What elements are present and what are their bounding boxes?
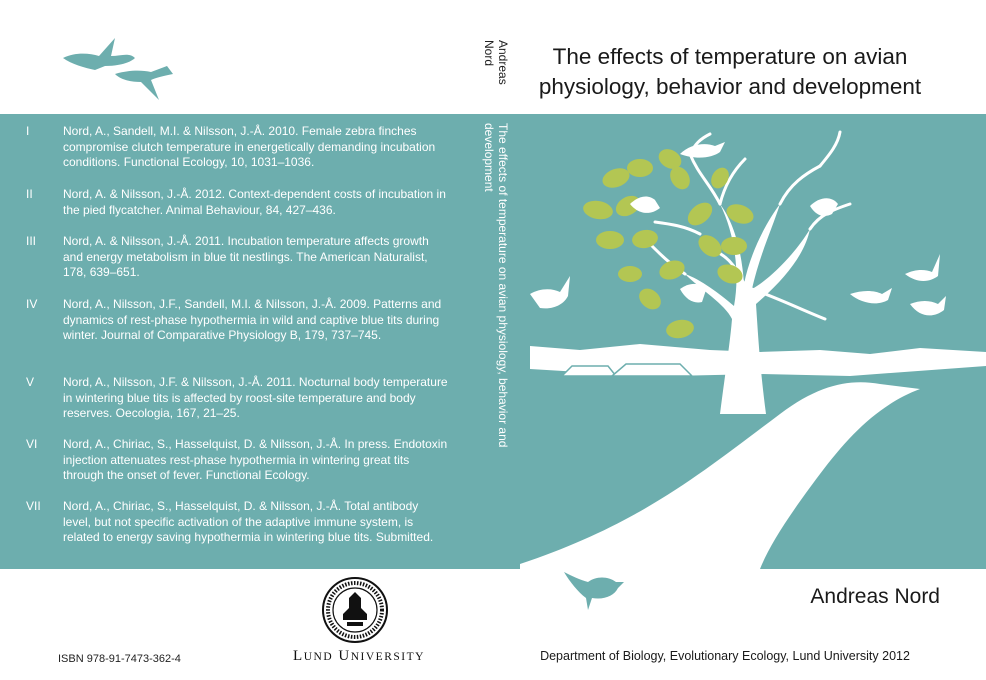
isbn-text: ISBN 978-91-7473-362-4 — [58, 653, 181, 665]
publication-citation: Nord, A., Chiriac, S., Hasselquist, D. & Nilsson, J.-Å. In press. Endotoxin injection attenuates rest-phase hypothermia in wintering great tits through the onset of fever. Functional Ecology. — [63, 437, 448, 482]
publication-citation: Nord, A., Nilsson, J.F., Sandell, M.I. & Nilsson, J.-Å. 2009. Patterns and dynamics of rest-phase hypothermia in wild and captive blue tits during winter. Journal of Comparative Physiology B, 179, 737–745. — [63, 297, 442, 342]
department-text: Department of Biology, Evolutionary Ecology, Lund University 2012 — [540, 649, 910, 663]
publication-citation: Nord, A. & Nilsson, J.-Å. 2011. Incubation temperature affects growth and energy metabolism in blue tit nestlings. The American Naturalist, 178, 639–651. — [63, 234, 429, 279]
lund-university-seal — [321, 576, 389, 644]
publication-citation: Nord, A., Chiriac, S., Hasselquist, D. & Nilsson, J.-Å. Total antibody level, but not specific activation of the adaptive immune system, is related to energy saving hypothermia in wintering blue tits. Submitted. — [63, 499, 434, 544]
publication-citation: Nord, A., Nilsson, J.F. & Nilsson, J.-Å. 2011. Nocturnal body temperature in wintering blue tits is affected by roost-site temperature and body reserves. Oecologia, 167, 21–25. — [63, 375, 448, 420]
house-shape — [612, 364, 692, 376]
tree-illustration — [520, 114, 986, 569]
publication-number: VII — [26, 499, 41, 513]
flying-bird-icon — [530, 276, 570, 308]
road-shape — [520, 382, 920, 569]
bird-icon — [810, 198, 838, 216]
publication-number: I — [26, 124, 30, 138]
publication-number: VI — [26, 437, 38, 451]
bird-icon — [680, 284, 706, 303]
publication-number: II — [26, 187, 33, 201]
university-name-letter: L — [293, 648, 304, 664]
book-title: The effects of temperature on avian physiology, behavior and development — [538, 44, 922, 99]
publication-number: III — [26, 234, 37, 248]
spine-title: The effects of temperature on avian physiology, behavior and development — [482, 123, 510, 448]
publication-citation: Nord, A., Sandell, M.I. & Nilsson, J.-Å. 2010. Female zebra finches compromise clutch temperature in energetically demanding incubation conditions. Functional Ecology, 10, 1031–1036. — [63, 124, 436, 169]
university-name-letter: U — [338, 648, 351, 664]
spine-author: Andreas Nord — [482, 40, 510, 85]
flying-goose-icon — [63, 38, 135, 70]
publication-number: IV — [26, 297, 38, 311]
university-name-part: NIVERSITY — [350, 651, 425, 663]
flying-bird-icon — [905, 254, 940, 281]
flying-goose-icon — [115, 66, 173, 100]
publication-citation: Nord, A. & Nilsson, J.-Å. 2012. Context-dependent costs of incubation in the pied flycatcher. Animal Behaviour, 84, 427–436. — [63, 187, 446, 217]
bird-icon — [562, 566, 632, 612]
flying-bird-icon — [850, 288, 892, 303]
university-name — [284, 648, 434, 665]
university-name-part: UND — [303, 651, 334, 663]
author-name: Andreas Nord — [810, 585, 940, 608]
house-shape — [562, 366, 616, 376]
bird-icon — [680, 142, 725, 158]
publication-number: V — [26, 375, 35, 389]
flying-geese-icon — [55, 28, 185, 108]
flying-bird-icon — [910, 296, 946, 315]
